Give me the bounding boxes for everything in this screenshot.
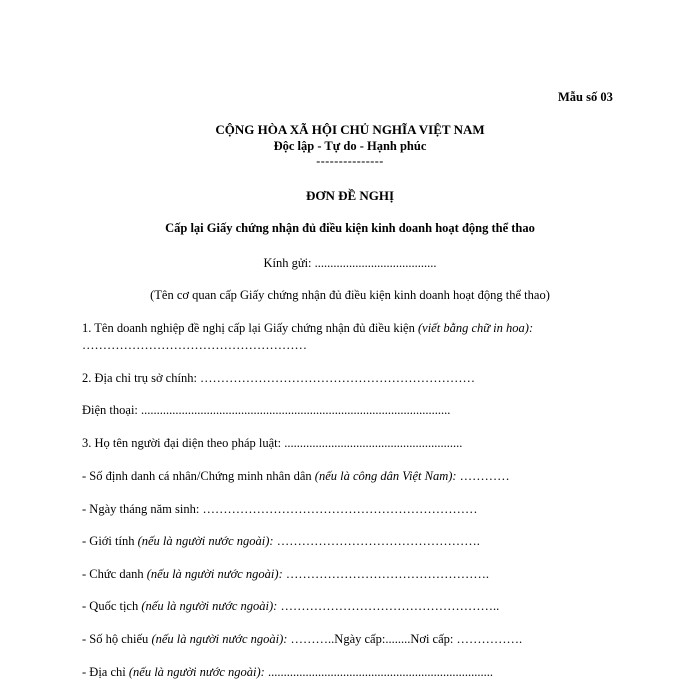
field-id-number <box>82 469 510 484</box>
field-position <box>82 567 489 582</box>
field-label: - Địa chỉ <box>82 665 129 679</box>
recipient-line: Kính gửi: ....................................... <box>263 256 437 270</box>
recipient-note: (Tên cơ quan cấp Giấy chứng nhận đủ điều kiện kinh doanh hoạt động thể thao) <box>150 288 550 302</box>
field-phone: Điện thoại: ................................................................................................... <box>82 403 451 417</box>
field-dots: ........................................................................ <box>264 665 493 679</box>
field-dots: ………..Ngày cấp:........Nơi cấp: ……………. <box>287 632 523 646</box>
field-address <box>82 665 493 680</box>
field-date-of-birth: - Ngày tháng năm sinh: ………………………………………………………… <box>82 502 478 516</box>
field-note: (nếu là người nước ngoài): <box>141 599 278 613</box>
field-dots: …………………………………………….. <box>277 599 500 613</box>
field-label: - Số định danh cá nhân/Chứng minh nhân dân <box>82 469 315 483</box>
field-label: - Số hộ chiếu <box>82 632 152 646</box>
field-note: (nếu là người nước ngoài): <box>146 567 283 581</box>
field-note: (nếu là người nước ngoài): <box>137 534 274 548</box>
field-business-name <box>82 321 533 336</box>
field-nationality <box>82 599 499 614</box>
nation-heading: CỘNG HÒA XÃ HỘI CHỦ NGHĨA VIỆT NAM <box>215 122 485 137</box>
form-title: ĐƠN ĐỀ NGHỊ <box>305 188 395 203</box>
field-note: (nếu là người nước ngoài): <box>128 665 265 679</box>
field-note: (nếu là người nước ngoài): <box>151 632 288 646</box>
field-dots: …………………………………………. <box>273 534 480 548</box>
field-label: - Chức danh <box>82 567 147 581</box>
field-label: - Quốc tịch <box>82 599 142 613</box>
form-number: Mẫu số 03 <box>558 90 613 104</box>
field-business-name-dots: ……………………………………………… <box>82 338 307 352</box>
field-note: (viết bằng chữ in hoa): <box>417 321 534 335</box>
field-dots: ………… <box>456 469 510 483</box>
field-label: 1. Tên doanh nghiệp đề nghị cấp lại Giấy chứng nhận đủ điều kiện <box>82 321 418 335</box>
field-gender <box>82 534 480 549</box>
field-label: - Giới tính <box>82 534 138 548</box>
field-head-office: 2. Địa chỉ trụ sở chính: ………………………………………………………… <box>82 371 476 385</box>
field-passport <box>82 632 522 647</box>
field-legal-representative: 3. Họ tên người đại diện theo pháp luật: ......................................................... <box>82 436 463 450</box>
field-dots: …………………………………………. <box>282 567 489 581</box>
motto: Độc lập - Tự do - Hạnh phúc <box>273 139 427 153</box>
field-note: (nếu là công dân Việt Nam): <box>314 469 457 483</box>
header-divider: --------------- <box>316 154 384 168</box>
form-subtitle: Cấp lại Giấy chứng nhận đủ điều kiện kinh doanh hoạt động thể thao <box>165 221 535 235</box>
